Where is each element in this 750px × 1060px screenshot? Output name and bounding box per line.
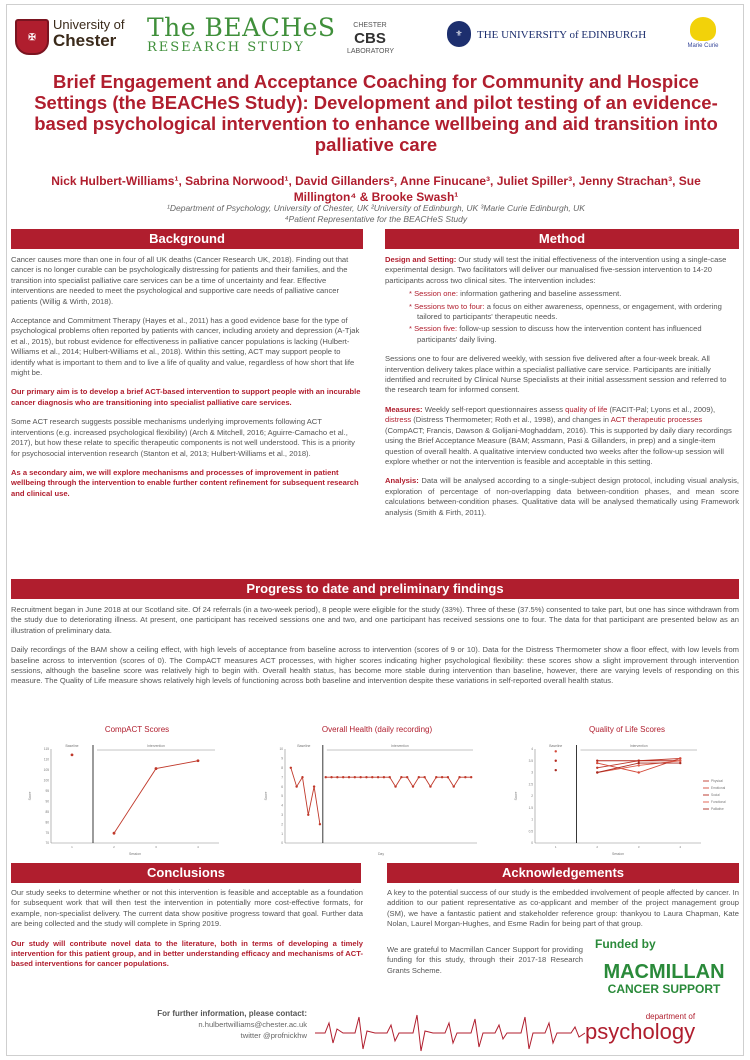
quality-of-life-chart (513, 741, 743, 857)
data-point (389, 776, 391, 778)
y-tick-label: 75 (45, 830, 49, 835)
university-of-chester-logo (53, 17, 125, 50)
y-tick-label: 4 (531, 747, 533, 752)
method-heading: Method (385, 229, 739, 249)
cbs-logo-top: CHESTER (353, 22, 387, 29)
legend-label: Emotional (711, 786, 726, 791)
y-tick-label: 8 (281, 766, 283, 770)
data-point (596, 760, 598, 762)
data-point (197, 759, 200, 762)
y-tick-label: 0 (531, 841, 533, 846)
primary-aim: Our primary aim is to develop a brief ACT-based intervention to support people with an incurable cancer diagnosis who are transitioning into specialist palliative care services. (11, 387, 361, 407)
data-point (638, 762, 640, 764)
data-point (406, 776, 408, 778)
chester-crest-icon: ✠ (15, 19, 49, 55)
analysis-text: Data will be analysed according to a single-subject design protocol, including visual analysis, exploration of percentage of non-overlapping data between-condition phases, and mean score calculations between-condition phases. Qualitative data will be analysed thematically using Framework analysis (Smith & Firth, 2011). (385, 476, 739, 517)
x-tick-label: 3 (155, 845, 157, 849)
y-axis-label: Score (264, 791, 268, 801)
x-axis-label: Day (377, 852, 385, 856)
data-point (555, 750, 557, 752)
y-tick-label: 95 (45, 788, 49, 793)
edinburgh-crest-icon: ⚜ (447, 21, 471, 47)
progress-paragraph: Recruitment began in June 2018 at our Scotland site. Of 24 referrals (in a two-week period), 8 people were eligible for the study (33%). Three of these (37.5%) consented to take part, but one has since withdrawn from the study due to deteriorating illness. At present, one participant has received sessions one and two, and one participant has received sessions one to four. The data for that participant are presented below as an illustration of preliminary data. (11, 605, 739, 635)
x-axis-label: Session (611, 852, 625, 856)
x-tick-label: 2 (113, 845, 115, 849)
data-point (435, 776, 437, 778)
y-tick-label: 7 (281, 775, 283, 780)
dept-line2: psychology (585, 1019, 696, 1044)
data-point (638, 760, 640, 762)
bullet-text: follow-up session to discuss how the intervention content has influenced participants' daily living. (417, 324, 702, 344)
y-tick-label: 2 (281, 822, 283, 827)
progress-paragraph: Daily recordings of the BAM show a ceiling effect, with high levels of acceptance from baseline across to intervention (scores of 9 or 10). Data for the Distress Thermometer show a floor effect, with low levels from baseline across to intervention (scores of 0). The CompACT measures ACT processes, with higher scores indicating higher psychological flexibility: these scores show a slight improvement through intervention sessions, although the baseline score was relatively high to begin with. Overall health status, has become more stable during intervention than baseline, however, there are varying levels of responding on this measure. The Quality of Life measure shows relatively high levels of functioning across both baseline and intervention despite these variations in self-reported overall health status. (11, 645, 739, 686)
university-of-edinburgh-logo: THE UNIVERSITY of EDINBURGH (477, 29, 647, 41)
data-point (638, 771, 640, 773)
data-point (596, 767, 598, 769)
data-point (290, 767, 292, 769)
conclusions-heading: Conclusions (11, 863, 361, 883)
poster (6, 4, 744, 1056)
measure-quality-of-life: quality of life (565, 404, 608, 414)
data-point (359, 776, 361, 778)
cbs-logo-main: CBS (354, 30, 386, 47)
y-tick-label: 10 (279, 747, 283, 752)
background-paragraph: Cancer causes more than one in four of all UK deaths (Cancer Research UK, 2018). Finding out that cancer is no longer curable can be psychologically distressing for patients and their families, and the transition into specialist palliative care services can be a time of uncertainty and fear. Effective interventions are needed to meet the psychological and supportive care needs of palliative cancer patients (Willig & Wirth, 2018). (11, 255, 349, 306)
x-tick-label: 4 (197, 845, 199, 849)
data-point (354, 776, 356, 778)
secondary-aim: As a secondary aim, we will explore mechanisms and processes of improvement in patient wellbeing through the intervention to enable further content refinement for subsequent research and clinical use. (11, 467, 359, 498)
contact-twitter[interactable]: twitter @profnickhw (240, 1031, 307, 1040)
data-point (307, 814, 309, 816)
phase-label-baseline: Baseline (297, 744, 311, 748)
y-tick-label: 2.5 (528, 782, 533, 787)
conclusions-section (11, 888, 363, 979)
background-heading: Background (11, 229, 363, 249)
data-point (441, 776, 443, 778)
beaches-logo-bottom: RESEARCH STUDY (147, 40, 305, 55)
chester-logo-line1: University of (53, 17, 125, 32)
legend-label: Functional (711, 800, 726, 805)
y-tick-label: 9 (281, 756, 283, 761)
contact-heading: For further information, please contact: (157, 1009, 307, 1018)
y-axis-label: Score (514, 791, 518, 801)
measure-act-processes: ACT therapeutic processes (610, 415, 703, 425)
data-point (342, 776, 344, 778)
legend-label: Palliative (711, 807, 724, 812)
cbs-logo-bottom: LABORATORY (347, 48, 395, 55)
data-point (429, 785, 431, 787)
department-of-psychology-logo (585, 1013, 695, 1043)
dept-line1: department of (645, 1012, 696, 1021)
data-point (319, 823, 321, 825)
sessions-paragraph: Sessions one to four are delivered weekly, with session five delivered after a four-week break. All intervention delivery takes place within a specialist palliative care service. Participants are initially identified and recruited by Clinical Nurse Specialists at their initial assessment session and referred to the research team for informed consent. (385, 354, 727, 395)
measures-label: Measures: (385, 404, 423, 414)
data-point (458, 776, 460, 778)
bullet-label: Sessions two to four: (414, 301, 485, 311)
data-point (348, 776, 350, 778)
measures-text: (Distress Thermometer; Roth et al., 1998), and changes in (411, 415, 611, 425)
y-tick-label: 110 (43, 757, 49, 762)
y-tick-label: 3.5 (528, 758, 533, 763)
y-tick-label: 0 (281, 841, 283, 846)
design-text: Our study will test the initial effectiveness of the intervention using a single-case experimental design. Two facilitators will deliver our manualised five-session intervention to 14-20 participants across two clinical sites. The intervention includes: (385, 255, 727, 285)
chester-logo-line2: Chester (53, 31, 117, 50)
y-tick-label: 1.5 (528, 805, 533, 810)
background-section (11, 255, 365, 508)
y-tick-label: 1 (281, 831, 283, 836)
data-point (325, 776, 327, 778)
cbs-laboratory-logo (347, 21, 393, 56)
measures-text: (FACIT-Pal; Lyons et al., 2009), (607, 404, 716, 414)
data-point (638, 764, 640, 766)
bullet-label: Session five: (414, 324, 458, 334)
legend-label: Social (711, 793, 720, 798)
y-tick-label: 0.5 (528, 829, 533, 834)
progress-heading: Progress to date and preliminary findings (11, 579, 739, 599)
x-tick-label: 1 (71, 845, 73, 849)
y-tick-label: 2 (531, 794, 533, 799)
bullet-text: a focus on either awareness, openness, or engagement, with ordering tailored to participants' therapeutic needs. (417, 301, 722, 322)
data-point (330, 776, 332, 778)
data-point (596, 771, 598, 773)
conclusions-paragraph: Our study seeks to determine whether or not this intervention is feasible and acceptable as a foundation for subsequent work that will then test the intervention in potentially more cost-effective formats, for example, non-specialist delivery. The current data show positive progress toward that goal. Further data are being collected and the study will complete in Spring 2019. (11, 888, 363, 929)
y-tick-label: 3 (281, 813, 283, 817)
bullet-label: Session one: (414, 289, 458, 299)
data-point (377, 776, 379, 778)
data-point (71, 753, 74, 756)
data-point (113, 832, 116, 835)
acknowledgements-paragraph: A key to the potential success of our study is the embedded involvement of people affected by cancer. In addition to our patient representative as co-applicant and member of the project management group (SM), we have a fantastic patient and stakeholder reference group: thankyou to Laura Chapman, Kate Nolan, Laurel Morgan-Hughes, and Esme Radin for being part of that group. (387, 888, 739, 929)
macmillan-logo (589, 937, 739, 996)
data-point (555, 760, 557, 762)
x-tick-label: 3 (637, 845, 640, 849)
author-list: Nick Hulbert-Williams¹, Sabrina Norwood¹, David Gillanders², Anne Finucane³, Juliet Spiller³, Jenny Strachan³, Sue Millington⁴ & Brooke Swash¹ (51, 174, 701, 204)
x-axis-label: Session (128, 852, 142, 856)
daffodil-icon (690, 17, 716, 41)
phase-label-baseline: Baseline (549, 744, 563, 748)
x-tick-label: 2 (596, 845, 599, 849)
analysis-label: Analysis: (385, 476, 419, 486)
background-paragraph: Some ACT research suggests possible mechanisms underlying improvements following ACT interventions (e.g. increased psychological flexibility) (Arch & Mitchell, 2016; Aguirre-Camacho et al., 2017), but how these relate to specific therapeutic components is not well understood. This is a priority for psychosocial intervention research (Stanton et al, 2013; Hulbert-Williams et al., 2018). (11, 417, 355, 458)
data-point (423, 776, 425, 778)
macmillan-wordmark: MACMILLAN (603, 961, 725, 983)
phase-label-intervention: Intervention (391, 744, 409, 748)
data-point (371, 776, 373, 778)
measures-text: Weekly self-report questionnaires assess (422, 404, 566, 414)
poster-title: Brief Engagement and Acceptance Coaching for Community and Hospice Settings (the BEACHeS Study): Development and pilot testing of an evidence-based psychological intervention to enhance wellbeing and aid transition into palliative care (34, 71, 718, 155)
background-paragraph: Acceptance and Commitment Therapy (Hayes et al., 2011) has a good evidence base for the type of psychological problems often reported by patients with cancer, including anxiety and depression (A-Tjak et al., 2015), but robust evidence for effectiveness in palliative cancer populations is lacking (Hulbert-Williams et al., 2014; Hulbert-Williams et al., 2018). Within this setting, ACT may support people to identify what is important to them and to live a life of quality and value, regardless of how short that life might be. (11, 316, 360, 378)
beaches-logo-top: The BEACHeS (147, 13, 336, 42)
y-tick-label: 1 (531, 817, 533, 822)
data-point (301, 776, 303, 778)
y-tick-label: 80 (45, 820, 49, 825)
logo-strip (7, 5, 745, 65)
series-line (326, 777, 471, 786)
heartbeat-line-icon (315, 1009, 585, 1053)
session-bullet: * Session five: follow-up session to discuss how the intervention content has influenced participants' daily living. (409, 324, 702, 344)
y-axis-label: Score (28, 791, 32, 801)
y-tick-label: 115 (43, 747, 49, 752)
data-point (453, 785, 455, 787)
data-point (383, 776, 385, 778)
affiliations: ¹Department of Psychology, University of Chester, UK ²University of Edinburgh, UK ³Marie Curie Edinburgh, UK ⁴Patient Representative for the BEACHeS Study (167, 203, 585, 224)
contact-email[interactable]: n.hulbertwilliams@chester.ac.uk (198, 1020, 307, 1029)
bullet-text: information gathering and baseline assessment. (457, 289, 622, 299)
data-point (464, 776, 466, 778)
measure-distress: distress (385, 415, 412, 425)
data-point (596, 762, 598, 764)
data-point (555, 769, 557, 771)
y-tick-label: 70 (45, 841, 49, 846)
y-tick-label: 100 (43, 778, 49, 783)
data-point (295, 785, 297, 787)
macmillan-subtitle: CANCER SUPPORT (607, 982, 721, 996)
y-tick-label: 5 (281, 794, 283, 799)
funded-by-label: Funded by (595, 937, 656, 951)
chart-title-health: Overall Health (daily recording) (321, 725, 433, 734)
phase-label-intervention: Intervention (147, 744, 165, 748)
data-point (155, 767, 158, 770)
chart-title-qol: Quality of Life Scores (588, 725, 666, 734)
y-tick-label: 105 (43, 768, 49, 773)
phase-label-intervention: Intervention (629, 744, 648, 748)
marie-curie-logo (683, 17, 723, 59)
x-tick-label: 4 (679, 845, 682, 849)
data-point (418, 776, 420, 778)
measures-text: (CompACT; Francis, Dawson & Golijani-Moghaddam, 2016). This is supported by daily diary recordings using the Brief Acceptance Measure (BAM; Assmann, Pasi & Gillanders, in prep) and a single-item question of overall health. A qualitative interview conducted two weeks after the follow-up session will explore whether or not the intervention is feasible and acceptable in this setting. (385, 425, 732, 466)
y-tick-label: 85 (45, 809, 49, 814)
data-point (394, 785, 396, 787)
data-point (679, 757, 681, 759)
data-point (470, 776, 472, 778)
data-point (336, 776, 338, 778)
data-point (313, 785, 315, 787)
marie-curie-text: Marie Curie (687, 43, 719, 49)
funding-paragraph: We are grateful to Macmillan Cancer Support for providing funding for this study, through their 2017-18 Research Grants Scheme. (387, 945, 583, 975)
design-label: Design and Setting: (385, 255, 457, 264)
conclusions-highlight: Our study will contribute novel data to the literature, both in terms of developing a timely intervention for this patient group, and in better understanding efficacy and mechanisms of ACT-based interventions for cancer populations. (11, 938, 363, 969)
y-tick-label: 3 (531, 770, 533, 775)
data-point (679, 762, 681, 764)
acknowledgements-section (387, 888, 739, 939)
data-point (365, 776, 367, 778)
data-point (679, 760, 681, 762)
y-tick-label: 4 (281, 803, 283, 808)
x-tick-label: 1 (554, 845, 557, 849)
y-tick-label: 6 (281, 784, 283, 789)
chart-title-compact: CompACT Scores (104, 725, 170, 734)
acknowledgements-heading: Acknowledgements (387, 863, 739, 883)
contact-block (117, 1008, 307, 1041)
legend-label: Physical (711, 779, 723, 784)
phase-label-baseline: Baseline (65, 744, 79, 748)
method-section (385, 255, 739, 527)
series-line (291, 768, 320, 824)
session-bullet: * Session one: information gathering and baseline assessment. (409, 289, 622, 299)
data-point (447, 776, 449, 778)
series-line (114, 761, 198, 833)
beaches-study-logo (147, 15, 336, 55)
data-point (412, 785, 414, 787)
session-bullet: * Sessions two to four: a focus on either awareness, openness, or engagement, with ordering tailored to participants' therapeutic needs. (409, 301, 722, 322)
compact-chart (27, 741, 227, 857)
data-point (400, 776, 402, 778)
progress-section (11, 605, 739, 696)
overall-health-chart (263, 741, 483, 857)
y-tick-label: 90 (45, 799, 49, 804)
